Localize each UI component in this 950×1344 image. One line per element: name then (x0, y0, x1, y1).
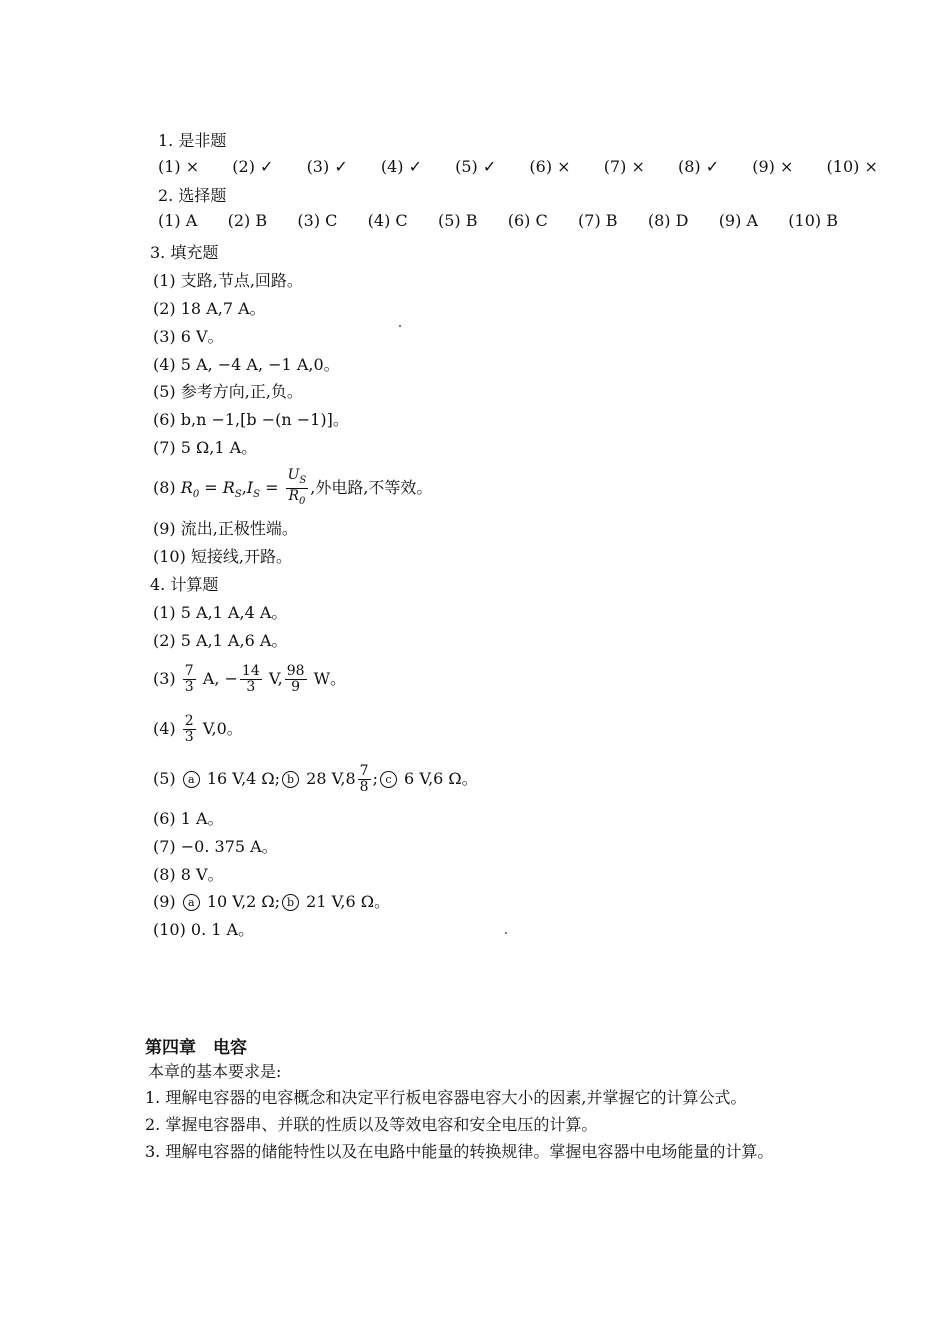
section-heading-calc: 4. 计算题 (150, 575, 219, 594)
tf-answer: (5) ✓ (455, 157, 497, 176)
scan-speck (399, 325, 401, 327)
formula-r0: $R_0$ (180, 478, 200, 501)
calc-answer-3: (3) $\frac{7}{3}$ A, − $\frac{14}{3}$ V, $\frac{98}{9}$ W。 (153, 663, 347, 695)
calc-answer-4: (4) $\frac{2}{3}$ V,0。 (153, 713, 243, 745)
fraction: $\frac{98}{9}$ (286, 663, 305, 695)
calc-answer-7: (7) −0. 375 A。 (153, 837, 278, 856)
tf-answer: (9) × (752, 157, 794, 176)
formula-rs: $R_S$ (222, 478, 242, 501)
choice-answers (158, 211, 838, 230)
fill-answer-9: (9) 流出,正极性端。 (153, 519, 298, 538)
fill-answer-7: (7) 5 Ω,1 A。 (153, 438, 258, 457)
fill-answer-2: (2) 18 A,7 A。 (153, 299, 266, 318)
chapter-intro: 本章的基本要求是: (148, 1062, 282, 1081)
chapter-requirement-1: 1. 理解电容器的电容概念和决定平行板电容器电容大小的因素,并掌握它的计算公式。 (145, 1088, 747, 1107)
circled-letter: c (380, 771, 397, 788)
calc-answer-6: (6) 1 A。 (153, 809, 224, 828)
tf-answer: (7) × (603, 157, 645, 176)
choice-answer: (3) C (297, 211, 338, 230)
tf-answer: (4) ✓ (380, 157, 422, 176)
fill-answer-10: (10) 短接线,开路。 (153, 547, 293, 566)
calc-answer-1: (1) 5 A,1 A,4 A。 (153, 603, 288, 622)
tf-answer: (2) ✓ (232, 157, 274, 176)
calc-answer-10: (10) 0. 1 A。 (153, 920, 255, 939)
fill-answer-1: (1) 支路,节点,回路。 (153, 271, 303, 290)
calc-answer-2: (2) 5 A,1 A,6 A。 (153, 631, 288, 650)
fraction: $\frac{7}{3}$ (184, 663, 194, 695)
calc-answer-9: (9) a 10 V,2 Ω; b 21 V,6 Ω。 (153, 892, 390, 911)
fraction-us-over-r0: $\frac{U_S}{R_0}$ (287, 467, 307, 507)
tf-answer: (6) × (529, 157, 571, 176)
circled-letter: a (183, 771, 200, 788)
scan-speck (505, 932, 507, 934)
fraction: $\frac{2}{3}$ (184, 713, 194, 745)
chapter-requirement-2: 2. 掌握电容器串、并联的性质以及等效电容和安全电压的计算。 (145, 1115, 598, 1134)
fill-answer-8: (8) $R_0 = R_S,I_S$ = $\frac{U_S}{R_0}$ ,外电路,不等效。 (153, 467, 433, 507)
choice-answer: (6) C (507, 211, 548, 230)
tf-answer: (3) ✓ (306, 157, 348, 176)
chapter-title: 第四章 电容 (145, 1038, 247, 1058)
choice-answer: (1) A (158, 211, 198, 230)
fraction: $\frac{7}{8}$ (359, 763, 369, 795)
calc-answer-8: (8) 8 V。 (153, 865, 224, 884)
calc-answer-5: (5) a 16 V,4 Ω; b 28 V,8 $\frac{7}{8}$ ; c 6 V,6 Ω。 (153, 763, 478, 795)
chapter-requirement-3: 3. 理解电容器的储能特性以及在电路中能量的转换规律。掌握电容器中电场能量的计算。 (145, 1142, 774, 1161)
fill-answer-3: (3) 6 V。 (153, 327, 224, 346)
fill-answer-5: (5) 参考方向,正,负。 (153, 382, 303, 401)
section-heading-choice: 2. 选择题 (158, 186, 227, 205)
section-heading-true-false: 1. 是非题 (158, 131, 227, 150)
choice-answer: (9) A (718, 211, 758, 230)
choice-answer: (8) D (647, 211, 689, 230)
circled-letter: b (282, 894, 299, 911)
tf-answer: (1) × (158, 157, 200, 176)
formula-is: $I_S$ (246, 478, 260, 501)
fill-answer-6: (6) b,n −1,[b −(n −1)]。 (153, 410, 349, 429)
choice-answer: (5) B (437, 211, 478, 230)
fraction: $\frac{14}{3}$ (241, 663, 260, 695)
circled-letter: b (282, 771, 299, 788)
choice-answer: (2) B (227, 211, 268, 230)
fill-answer-4: (4) 5 A, −4 A, −1 A,0。 (153, 355, 340, 374)
circled-letter: a (183, 894, 200, 911)
tf-answer: (10) × (826, 157, 878, 176)
choice-answer: (4) C (367, 211, 408, 230)
true-false-answers (158, 157, 878, 176)
section-heading-fill: 3. 填充题 (150, 243, 219, 262)
choice-answer: (10) B (788, 211, 838, 230)
tf-answer: (8) ✓ (677, 157, 720, 176)
choice-answer: (7) B (578, 211, 618, 230)
